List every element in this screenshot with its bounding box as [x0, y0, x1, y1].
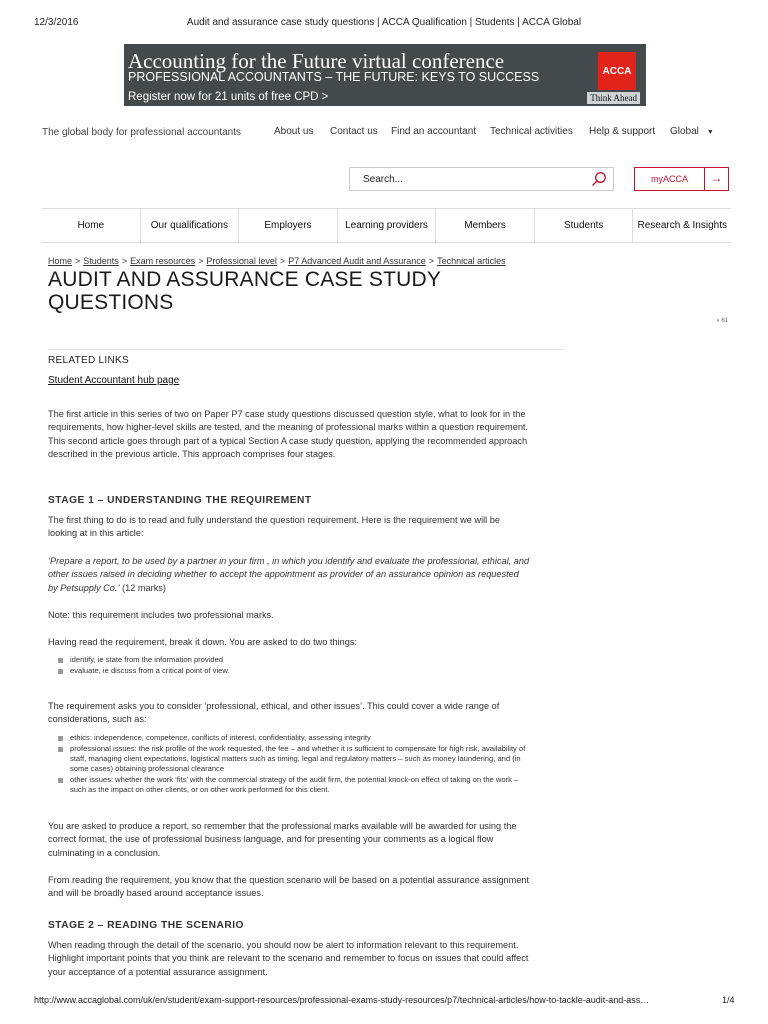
stage1-paragraph-4: You are asked to produce a report, so remember that the professional marks available will be awarded for using the correct format, the use of professional business language, and for presenting your comments as a logical flow culminating in a conclusion.: [48, 821, 517, 858]
page-title: AUDIT AND ASSURANCE CASE STUDY QUESTIONS: [48, 268, 441, 314]
print-title: Audit and assurance case study questions | ACCA Qualification | Students | ACCA Global: [186, 17, 582, 28]
divider: [48, 349, 564, 350]
related-links-heading: RELATED LINKS: [48, 355, 129, 366]
stage1-heading: STAGE 1 – UNDERSTANDING THE REQUIREMENT: [48, 495, 312, 506]
breadcrumb-students[interactable]: Students: [83, 256, 119, 266]
print-date: 12/3/2016: [34, 17, 79, 28]
stage2-paragraph-1: When reading through the detail of the scenario, you should now be alert to information relevant to this requirement. Highlight important points that you think are relevant to the scenario and remember to focus on issues that could affect your acceptance of a potential assurance assignment.: [48, 940, 529, 977]
search-input[interactable]: [363, 174, 583, 185]
main-nav-members[interactable]: Members: [436, 209, 535, 242]
breadcrumb: [48, 256, 506, 266]
acca-logo: ACCA: [598, 52, 636, 90]
breadcrumb-separator: >: [198, 256, 204, 266]
share-widget[interactable]: [716, 318, 728, 324]
top-nav-technical[interactable]: Technical activities: [490, 126, 573, 137]
main-nav-research[interactable]: Research & Insights: [637, 220, 727, 231]
stage2-heading: STAGE 2 – READING THE SCENARIO: [48, 920, 244, 931]
breadcrumb-home[interactable]: Home: [48, 256, 73, 266]
chevron-down-icon: ▼: [706, 129, 714, 136]
top-nav-help[interactable]: Help & support: [589, 126, 656, 137]
main-nav-learning-providers[interactable]: Learning providers: [338, 209, 437, 242]
search-icon[interactable]: [591, 171, 607, 187]
breadcrumb-p7[interactable]: P7 Advanced Audit and Assurance: [288, 256, 426, 266]
stage1-paragraph-5: From reading the requirement, you know that the question scenario will be based on a potential assurance assignment and will be broadly based around acceptance issues.: [48, 875, 530, 899]
stage1-paragraph-2: Having read the requirement, break it down. You are asked to do two things:: [48, 637, 357, 647]
breadcrumb-separator: >: [75, 256, 81, 266]
main-nav: [42, 208, 731, 243]
list-item: identify, ie state from the information provided: [58, 655, 528, 665]
breadcrumb-technical-articles[interactable]: Technical articles: [437, 256, 506, 266]
list-item: ethics: independence, competence, conflicts of interest, confidentiality, assessing integrity: [58, 733, 528, 743]
site-tagline: The global body for professional accountants: [42, 127, 242, 138]
stage1-paragraph-3: The requirement asks you to consider ‘professional, ethical, and other issues’. This could cover a wide range of considerations, such as:: [48, 701, 500, 725]
main-nav-students[interactable]: Students: [535, 209, 634, 242]
breadcrumb-exam-resources[interactable]: Exam resources: [130, 256, 196, 266]
main-nav-qualifications[interactable]: Our qualifications: [141, 209, 240, 242]
arrow-right-icon: →: [710, 171, 723, 185]
top-nav-contact[interactable]: Contact us: [330, 126, 378, 137]
list-item: professional issues: the risk profile of the work requested, the fee – and whether it is sufficient to compensate for high risk, availability of staff, managing client expectations, logistical matters such as timing, legal and regulatory matters – such as money laundering, and (in some cases) obtaining professional clearance: [58, 744, 528, 773]
banner-tagline: Think Ahead: [587, 92, 640, 104]
stage1-requirement: [48, 555, 530, 595]
myacca-label: myACCA: [635, 168, 705, 190]
list-item: evaluate, ie discuss from a critical point of view.: [58, 666, 528, 676]
breadcrumb-separator: >: [279, 256, 286, 266]
page-number: 1/4: [722, 995, 735, 1005]
print-url: http://www.accaglobal.com/uk/en/student/exam-support-resources/professional-exams-study-resources/p7/technical-articles/how-to-tackle-audit-and-ass…: [34, 995, 650, 1005]
banner-register-link[interactable]: Register now for 21 units of free CPD >: [128, 91, 329, 103]
breadcrumb-separator: >: [428, 256, 435, 266]
top-nav-global[interactable]: [670, 126, 714, 137]
requirement-verbs-list: [58, 655, 528, 678]
top-nav-about[interactable]: About us: [274, 126, 314, 137]
banner-subheadline: PROFESSIONAL ACCOUNTANTS – THE FUTURE: KEYS TO SUCCESS: [128, 70, 540, 84]
conference-banner[interactable]: [124, 44, 646, 106]
intro-paragraph: The first article in this series of two on Paper P7 case study questions discussed question style, what to look for in the requirements, how higher-level skills are tested, and the meaning of professional marks within a question requirement. This second article goes through part of a typical Section A case study question, applying the recommended approach described in the previous article. This approach comprises four stages.: [48, 409, 529, 459]
stage1-quote: ‘Prepare a report, to be used by a partner in your firm , in which you identify and evaluate the professional, ethical, and other issues raised in deciding whether to accept the appointment as provider of an assurance opinion as requested by Petsupply Co.’: [48, 556, 530, 593]
stage1-paragraph-1: The first thing to do is to read and fully understand the question requirement. Here is the requirement we will be looking at in this article:: [48, 515, 500, 539]
stage1-marks: (12 marks): [119, 582, 166, 593]
share-count: 61: [721, 318, 728, 324]
global-label: Global: [670, 126, 699, 137]
main-nav-employers[interactable]: Employers: [239, 209, 338, 242]
search-box: [349, 167, 614, 191]
list-item: other issues: whether the work ‘fits’ with the commercial strategy of the audit firm, the potential knock-on effect of taking on the work – such as the impact on other clients, or on other work performed for this client.: [58, 775, 528, 795]
considerations-list: [58, 733, 528, 796]
stage1-note: Note: this requirement includes two professional marks.: [48, 610, 274, 620]
myacca-button[interactable]: [634, 167, 729, 191]
breadcrumb-separator: >: [121, 256, 128, 266]
main-nav-home[interactable]: Home: [42, 209, 141, 242]
breadcrumb-professional-level[interactable]: Professional level: [206, 256, 277, 266]
share-icon: ◖: [716, 318, 720, 324]
banner-headline: Accounting for the Future virtual conference: [128, 49, 505, 73]
top-nav-find-accountant[interactable]: Find an accountant: [391, 126, 477, 137]
student-accountant-hub-link[interactable]: Student Accountant hub page: [48, 375, 180, 386]
